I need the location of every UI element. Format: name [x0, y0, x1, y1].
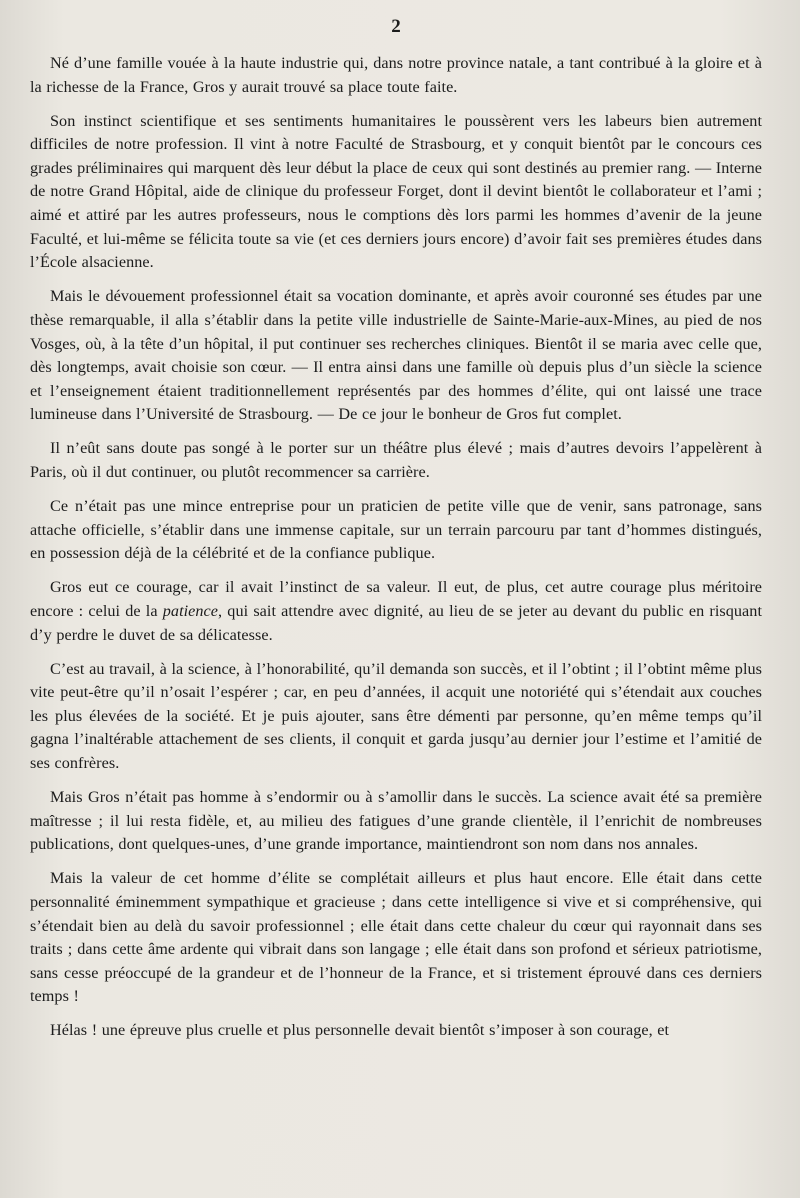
paragraph-7: C’est au travail, à la science, à l’honorabilité, qu’il demanda son succès, et il l’obtint ; il l’obtint même plus vite peut-être qu’il n’osait l’espérer ; car, en peu d’années, il acquit une notoriété qui s’étendait aux couches les plus élevées de la société. Et je puis ajouter, sans être démenti par personne, qu’en même temps qu’il gagna l’inaltérable attachement de ses clients, il conquit et garda jusqu’au dernier jour l’estime et l’amitié de ses confrères.	[30, 659, 762, 773]
paragraph-3: Mais le dévouement professionnel était sa vocation dominante, et après avoir couronné ses études par une thèse remarquable, il alla s’établir dans la petite ville industrielle de Sainte-Marie-aux-Mines, au pied de nos Vosges, où, à la tête d’un hôpital, il put continuer ses recherches cliniques. Bientôt il se maria avec celle que, dès longtemps, avait choisie son cœur. — Il entra ainsi dans une famille où depuis plus d’un siècle la science et l’enseignement étaient traditionnellement représentés par des hommes d’élite, qui ont laissé une trace lumineuse dans l’Université de Strasbourg. — De ce jour le bonheur de Gros fut complet.	[30, 287, 762, 424]
paragraph-10: Hélas ! une épreuve plus cruelle et plus personnelle devait bientôt s’imposer à son courage, et	[50, 1021, 670, 1040]
paragraph-6: Gros eut ce courage, car il avait l’instinct de sa valeur. Il eut, de plus, cet autre courage plus méritoire encore : celui de la patience, qui sait attendre avec dignité, au lieu de se jeter au devant du public en risquant d’y perdre le duvet de sa délicatesse.	[30, 578, 762, 644]
paragraph-5: Ce n’était pas une mince entreprise pour un praticien de petite ville que de venir, sans patronage, sans attache officielle, s’établir dans une immense capitale, sur un terrain parcouru par tant d’hommes distingués, en possession déjà de la célébrité et de la confiance publique.	[30, 497, 762, 563]
paragraph-1: Né d’une famille vouée à la haute industrie qui, dans notre province natale, a tant contribué à la gloire et à la richesse de la France, Gros y aurait trouvé sa place toute faite.	[30, 54, 762, 96]
paragraph-2: Son instinct scientifique et ses sentiments humanitaires le poussèrent vers les labeurs bien autrement difficiles de notre profession. Il vint à notre Faculté de Strasbourg, et y conquit bientôt par le concours ces grades préliminaires qui marquent dès leur début la place de ceux qui sont destinés au premier rang. — Interne de notre Grand Hôpital, aide de clinique du professeur Forget, dont il devint bientôt le collaborateur et l’ami ; aimé et attiré par les autres professeurs, nous le comptions dès lors parmi les hommes d’avenir de la jeune Faculté, et lui-même se félicita toute sa vie (et ces derniers jours encore) d’avoir fait ses premières études dans l’École alsacienne.	[30, 111, 762, 272]
paragraph-8: Mais Gros n’était pas homme à s’endormir ou à s’amollir dans le succès. La science avait été sa première maîtresse ; il lui resta fidèle, et, au milieu des fatigues d’une grande clientèle, il l’enrichit de nombreuses publications, dont quelques-unes, d’une grande importance, maintiendront son nom dans nos annales.	[30, 788, 762, 854]
paragraph-9: Mais la valeur de cet homme d’élite se complétait ailleurs et plus haut encore. Elle était dans cette personnalité éminemment sympathique et gracieuse ; dans cette intelligence si vive et si compréhensive, qui s’étendait bien au delà du savoir professionnel ; elle était dans cette chaleur du cœur qui rayonnait dans ses traits ; dans cette âme ardente qui vibrait dans son langage ; elle était dans son profond et sérieux patriotisme, sans cesse préoccupé de la grandeur et de l’honneur de la France, et si tristement éprouvé dans ces derniers temps !	[30, 869, 762, 1006]
paragraph-4: Il n’eût sans doute pas songé à le porter sur un théâtre plus élevé ; mais d’autres devoirs l’appelèrent à Paris, où il dut continuer, ou plutôt recommencer sa carrière.	[30, 439, 762, 481]
page-number: 2	[391, 16, 401, 37]
italic-emphasis: patience	[162, 601, 219, 620]
